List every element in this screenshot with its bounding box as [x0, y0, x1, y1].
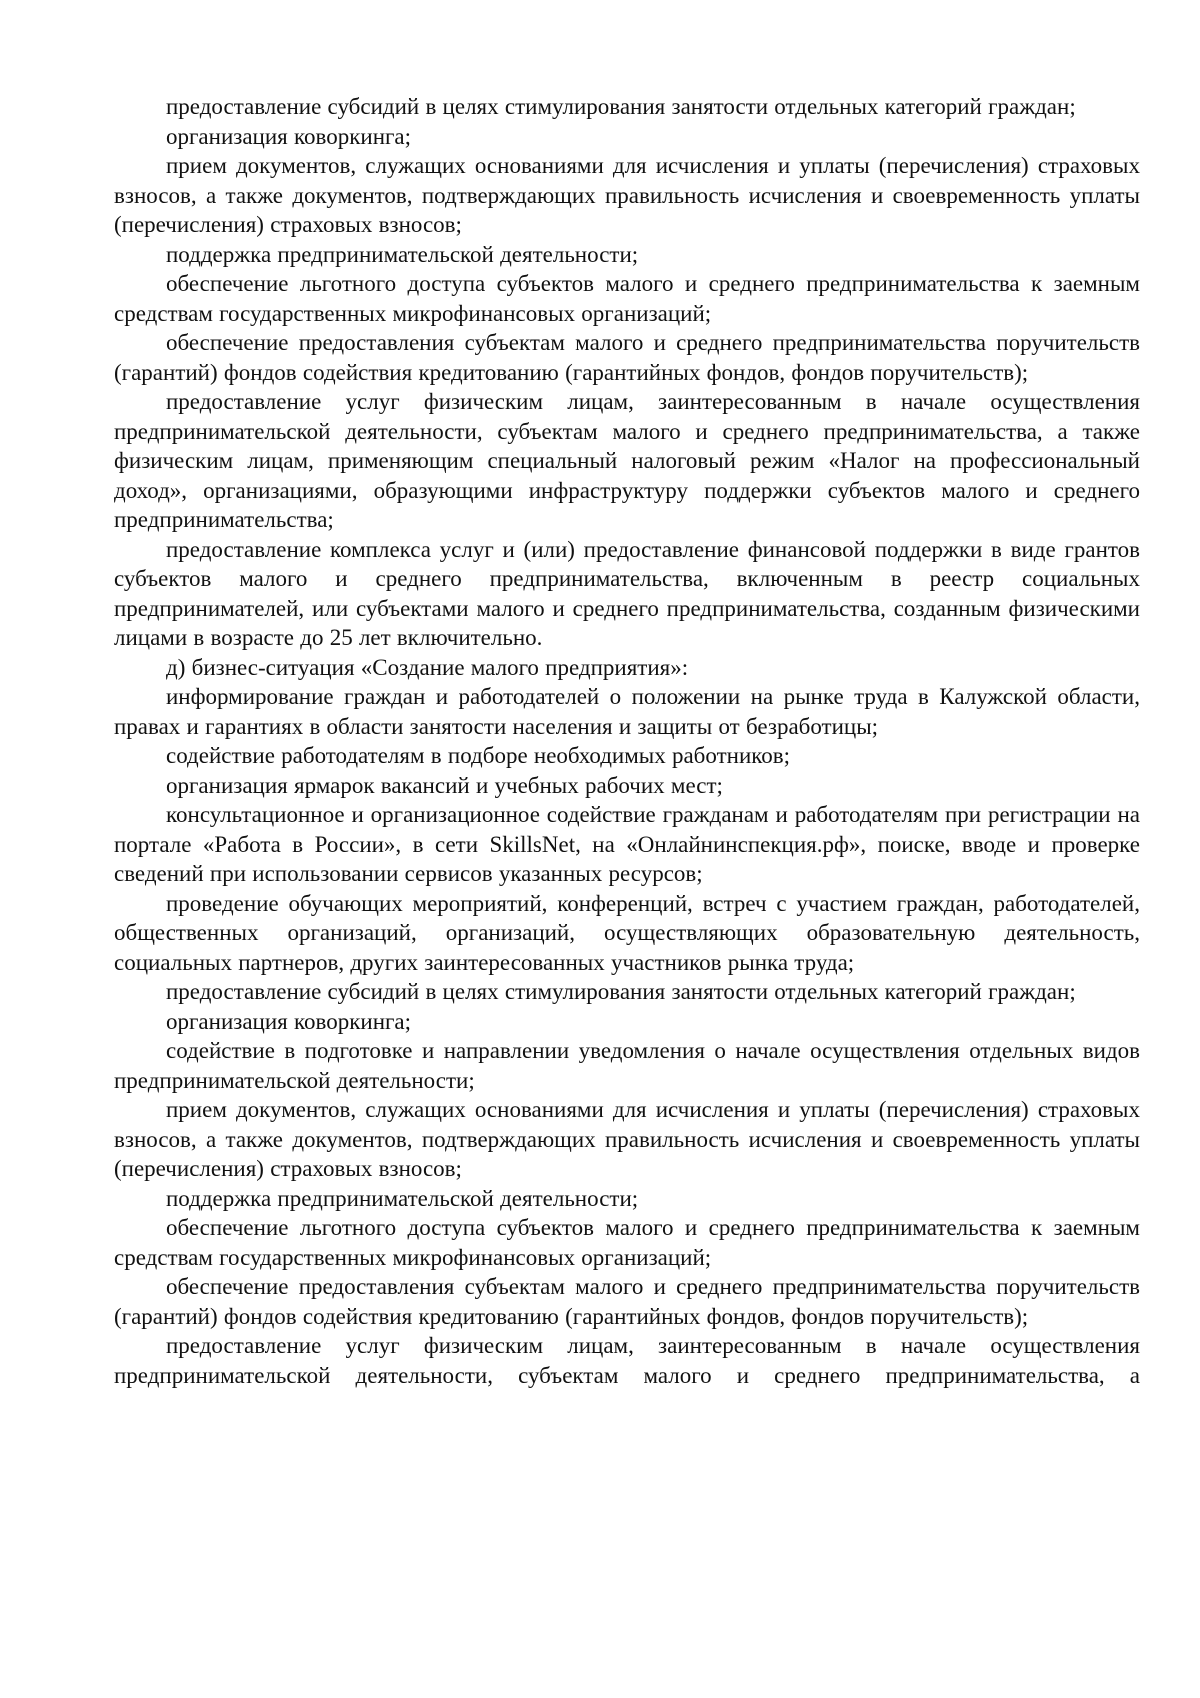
paragraph: организация ярмарок вакансий и учебных рабочих мест; — [166, 772, 723, 798]
paragraph: обеспечение предоставления субъектам малого и среднего предпринимательства поручительств (гарантий) фондов содействия кредитованию (гарантийных фондов, фондов поручительств); — [114, 330, 1140, 385]
paragraph: обеспечение льготного доступа субъектов малого и среднего предпринимательства к заемным средствам государственных микрофинансовых организаций; — [114, 1215, 1140, 1270]
paragraph: прием документов, служащих основаниями для исчисления и уплаты (перечисления) страховых взносов, а также документов, подтверждающих правильность исчисления и своевременность уплаты (перечисления) страховых взносов; — [114, 1097, 1140, 1181]
paragraph: организация коворкинга; — [166, 1008, 412, 1034]
paragraph: организация коворкинга; — [166, 123, 412, 149]
paragraph: поддержка предпринимательской деятельности; — [166, 241, 639, 267]
paragraph: содействие в подготовке и направлении уведомления о начале осуществления отдельных видов предпринимательской деятельности; — [114, 1038, 1140, 1093]
paragraph: предоставление услуг физическим лицам, заинтересованным в начале осуществления предпринимательской деятельности, субъектам малого и среднего предпринимательства, а также физическим лицам, применяющим специальный налоговый режим «Налог на профессиональный доход», организациями, образующими инфраструктуру поддержки субъектов малого и среднего предпринимательства; — [114, 389, 1140, 532]
paragraph: предоставление комплекса услуг и (или) предоставление финансовой поддержки в виде грантов субъектов малого и среднего предпринимательства, включенным в реестр социальных предпринимателей, или субъектами малого и среднего предпринимательства, созданным физическими лицами в возрасте до 25 лет включительно. — [114, 536, 1140, 650]
paragraph: обеспечение предоставления субъектам малого и среднего предпринимательства поручительств (гарантий) фондов содействия кредитованию (гарантийных фондов, фондов поручительств); — [114, 1274, 1140, 1329]
paragraph: предоставление субсидий в целях стимулирования занятости отдельных категорий граждан; — [166, 94, 1076, 119]
paragraph: консультационное и организационное содействие гражданам и работодателям при регистрации на портале «Работа в России», в сети SkillsNet, на «Онлайнинспекция.рф», поиске, вводе и проверке сведений при использовании сервисов указанных ресурсов; — [114, 802, 1140, 886]
paragraph: содействие работодателям в подборе необходимых работников; — [166, 743, 791, 768]
paragraph: информирование граждан и работодателей о положении на рынке труда в Калужской области, правах и гарантиях в области занятости населения и защиты от безработицы; — [114, 684, 1140, 739]
paragraph: поддержка предпринимательской деятельности; — [166, 1185, 639, 1211]
paragraph: прием документов, служащих основаниями для исчисления и уплаты (перечисления) страховых взносов, а также документов, подтверждающих правильность исчисления и своевременность уплаты (перечисления) страховых взносов; — [114, 153, 1140, 237]
paragraph: проведение обучающих мероприятий, конференций, встреч с участием граждан, работодателей, общественных организаций, организаций, осуществляющих образовательную деятельность, социальных партнеров, других заинтересованных участников рынка труда; — [114, 890, 1140, 975]
section-heading: д) бизнес-ситуация «Создание малого предприятия»: — [166, 654, 689, 680]
paragraph: предоставление субсидий в целях стимулирования занятости отдельных категорий граждан; — [166, 979, 1076, 1004]
paragraph: обеспечение льготного доступа субъектов малого и среднего предпринимательства к заемным средствам государственных микрофинансовых организаций; — [114, 271, 1140, 326]
paragraph: предоставление услуг физическим лицам, заинтересованным в начале осуществления предпринимательской деятельности, субъектам малого и среднего предпринимательства, а — [114, 1333, 1140, 1388]
document-page — [114, 92, 1140, 1390]
